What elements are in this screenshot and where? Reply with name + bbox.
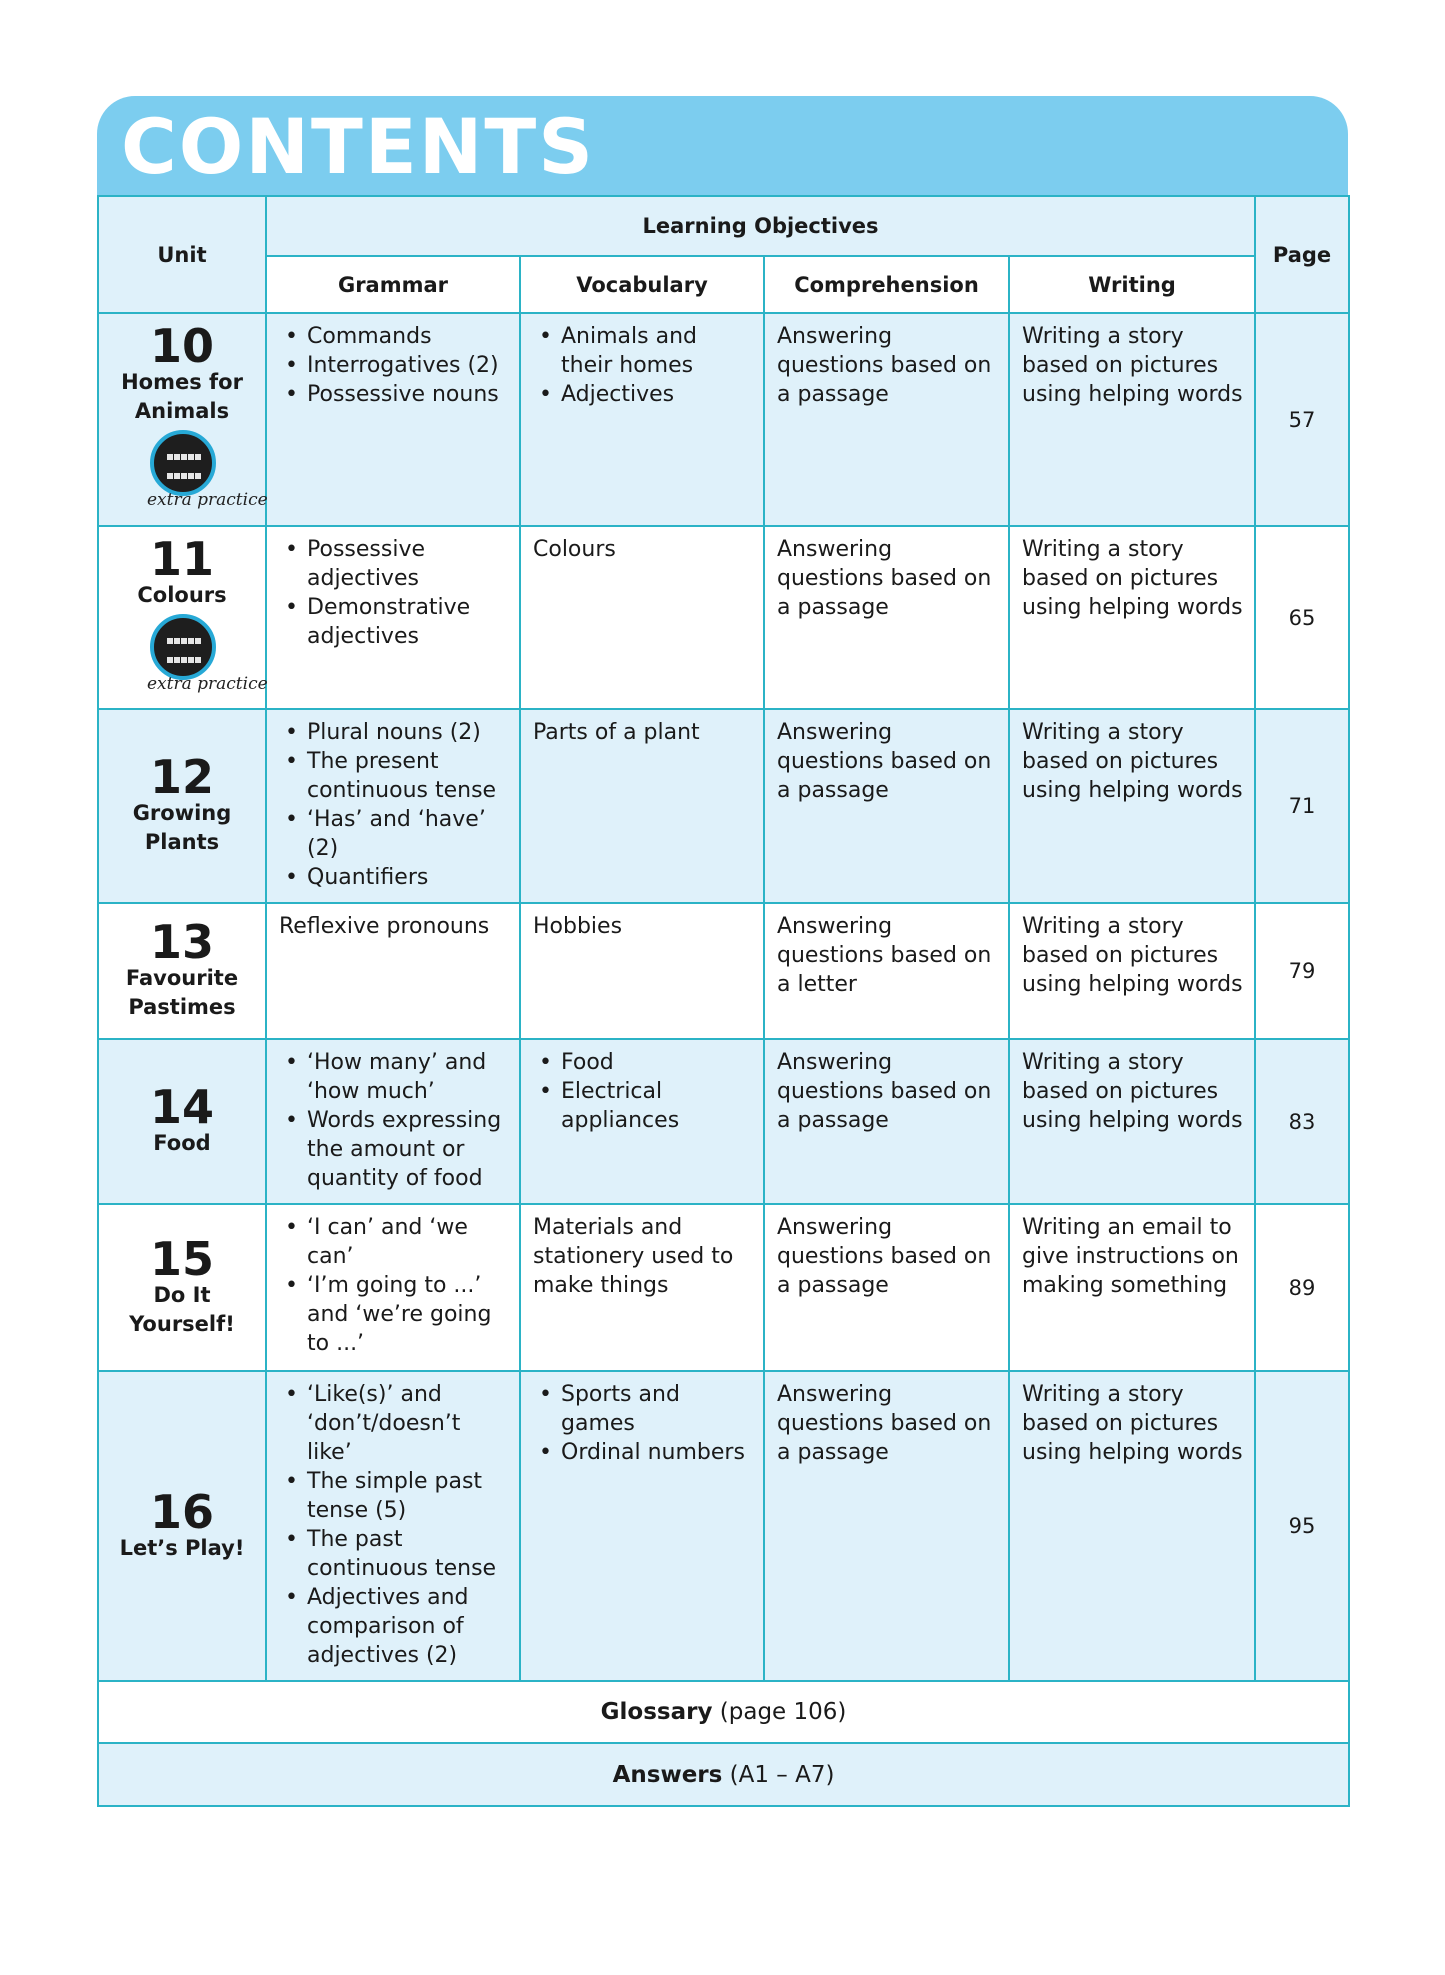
vocabulary-cell: Parts of a plant bbox=[520, 709, 764, 903]
unit-name: Colours bbox=[137, 583, 227, 607]
table-row-unit-12 bbox=[98, 709, 1349, 903]
extra-practice-icon bbox=[150, 614, 216, 680]
grammar-cell bbox=[266, 1039, 520, 1204]
page-number[interactable]: 79 bbox=[1255, 903, 1349, 1039]
list-item: • The simple past tense (5) bbox=[307, 1467, 509, 1525]
list-item: • Quantifiers bbox=[307, 863, 509, 892]
unit-cell[interactable] bbox=[98, 903, 266, 1039]
table-row-unit-14 bbox=[98, 1039, 1349, 1204]
grammar-cell: Reflexive pronouns bbox=[266, 903, 520, 1039]
writing-cell: Writing a story based on pictures using helping words bbox=[1009, 903, 1255, 1039]
extra-practice-label: extra practice bbox=[147, 490, 268, 510]
header-grammar: Grammar bbox=[266, 256, 520, 313]
list-item: • The past continuous tense bbox=[307, 1525, 509, 1583]
unit-name: Homes for bbox=[121, 370, 243, 394]
grammar-cell bbox=[266, 1371, 520, 1681]
header-page: Page bbox=[1255, 196, 1349, 313]
list-item: • Adjectives and comparison of adjectives (2) bbox=[307, 1583, 509, 1670]
unit-cell[interactable] bbox=[98, 1039, 266, 1204]
page-number[interactable]: 83 bbox=[1255, 1039, 1349, 1204]
glossary-row bbox=[98, 1681, 1349, 1743]
vocabulary-cell: Hobbies bbox=[520, 903, 764, 1039]
extra-practice-badge[interactable] bbox=[99, 614, 268, 694]
comprehension-cell: Answering questions based on a passage bbox=[764, 526, 1009, 709]
list-item: • Possessive nouns bbox=[307, 380, 509, 409]
unit-name: Do It bbox=[153, 1282, 211, 1307]
list-item: • Interrogatives (2) bbox=[307, 351, 509, 380]
contents-panel bbox=[97, 96, 1348, 1807]
writing-cell: Writing a story based on pictures using helping words bbox=[1009, 1039, 1255, 1204]
list-item: • Adjectives bbox=[561, 380, 753, 409]
unit-number: 10 bbox=[149, 319, 214, 373]
list-item: • Sports and games bbox=[561, 1380, 753, 1438]
unit-number: 14 bbox=[149, 1080, 214, 1134]
comprehension-cell: Answering questions based on a passage bbox=[764, 1204, 1009, 1371]
page-number[interactable]: 89 bbox=[1255, 1204, 1349, 1371]
unit-name: Favourite bbox=[125, 966, 239, 990]
header-row-top bbox=[98, 196, 1349, 256]
unit-name: Plants bbox=[144, 830, 220, 854]
answers-row bbox=[98, 1743, 1349, 1806]
list-item: • Demonstrative adjectives bbox=[307, 593, 509, 651]
list-item: • ‘How many’ and ‘how much’ bbox=[307, 1048, 509, 1106]
list-item: • Electrical appliances bbox=[561, 1077, 753, 1135]
list-item: • Ordinal numbers bbox=[561, 1438, 753, 1467]
list-item: • ‘Has’ and ‘have’ (2) bbox=[307, 805, 509, 863]
answers-label: Answers bbox=[612, 1761, 723, 1788]
table-row-unit-10 bbox=[98, 313, 1349, 526]
glossary-page: (page 106) bbox=[712, 1699, 847, 1725]
list-item: • Commands bbox=[307, 322, 509, 351]
header-writing: Writing bbox=[1009, 256, 1255, 313]
unit-cell[interactable] bbox=[98, 313, 266, 526]
unit-cell[interactable] bbox=[98, 526, 266, 709]
header-unit: Unit bbox=[98, 196, 266, 313]
unit-name: Yourself! bbox=[129, 1311, 235, 1336]
writing-cell: Writing an email to give instructions on making something bbox=[1009, 1204, 1255, 1371]
comprehension-cell: Answering questions based on a passage bbox=[764, 709, 1009, 903]
vocabulary-cell bbox=[520, 313, 764, 526]
page-number[interactable]: 57 bbox=[1255, 313, 1349, 526]
table-row-unit-13 bbox=[98, 903, 1349, 1039]
grammar-cell bbox=[266, 1204, 520, 1371]
comprehension-cell: Answering questions based on a passage bbox=[764, 1371, 1009, 1681]
vocabulary-cell bbox=[520, 1371, 764, 1681]
extra-practice-icon bbox=[150, 430, 216, 496]
unit-number: 12 bbox=[149, 750, 214, 804]
unit-name: Growing bbox=[132, 801, 232, 825]
list-item: • Food bbox=[561, 1048, 753, 1077]
comprehension-cell: Answering questions based on a passage bbox=[764, 313, 1009, 526]
answers-pages: (A1 – A7) bbox=[722, 1761, 835, 1788]
comprehension-cell: Answering questions based on a passage bbox=[764, 1039, 1009, 1204]
writing-cell: Writing a story based on pictures using helping words bbox=[1009, 1371, 1255, 1681]
contents-table bbox=[97, 195, 1350, 1807]
writing-cell: Writing a story based on pictures using helping words bbox=[1009, 526, 1255, 709]
list-item: • ‘I’m going to ...’ and ‘we’re going to ...’ bbox=[307, 1271, 509, 1358]
unit-name: Food bbox=[153, 1131, 211, 1155]
extra-practice-badge[interactable] bbox=[99, 430, 268, 510]
vocabulary-cell: Materials and stationery used to make things bbox=[520, 1204, 764, 1371]
glossary-link[interactable] bbox=[98, 1681, 1349, 1743]
table-row-unit-16 bbox=[98, 1371, 1349, 1681]
title-band bbox=[97, 96, 1348, 195]
header-row-sub bbox=[98, 256, 1349, 313]
answers-link[interactable] bbox=[98, 1743, 1349, 1806]
glossary-label: Glossary bbox=[600, 1699, 713, 1725]
page-number[interactable]: 65 bbox=[1255, 526, 1349, 709]
unit-number: 16 bbox=[149, 1484, 214, 1539]
table-row-unit-11 bbox=[98, 526, 1349, 709]
list-item: • ‘I can’ and ‘we can’ bbox=[307, 1213, 509, 1271]
list-item: • Possessive adjectives bbox=[307, 535, 509, 593]
list-item: • Words expressing the amount or quantity of food bbox=[307, 1106, 509, 1193]
list-item: • The present continuous tense bbox=[307, 747, 509, 805]
unit-number: 11 bbox=[149, 532, 214, 586]
unit-number: 13 bbox=[149, 915, 214, 969]
vocabulary-cell: Colours bbox=[520, 526, 764, 709]
writing-cell: Writing a story based on pictures using helping words bbox=[1009, 709, 1255, 903]
unit-number: 15 bbox=[149, 1231, 214, 1286]
table-row-unit-15 bbox=[98, 1204, 1349, 1371]
unit-name: Animals bbox=[134, 399, 230, 423]
unit-name: Pastimes bbox=[128, 995, 236, 1019]
page-number[interactable]: 95 bbox=[1255, 1371, 1349, 1681]
unit-cell[interactable] bbox=[98, 709, 266, 903]
header-vocabulary: Vocabulary bbox=[520, 256, 764, 313]
grammar-cell bbox=[266, 313, 520, 526]
list-item: • Animals and their homes bbox=[561, 322, 753, 380]
list-item: • ‘Like(s)’ and ‘don’t/doesn’t like’ bbox=[307, 1380, 509, 1467]
unit-cell[interactable] bbox=[98, 1204, 266, 1371]
unit-name: Let’s Play! bbox=[119, 1535, 245, 1560]
header-comprehension: Comprehension bbox=[764, 256, 1009, 313]
header-learning-objectives: Learning Objectives bbox=[266, 196, 1255, 256]
list-item: • Plural nouns (2) bbox=[307, 718, 509, 747]
extra-practice-label: extra practice bbox=[147, 674, 268, 694]
writing-cell: Writing a story based on pictures using helping words bbox=[1009, 313, 1255, 526]
unit-cell[interactable] bbox=[98, 1371, 266, 1681]
grammar-cell bbox=[266, 526, 520, 709]
comprehension-cell: Answering questions based on a letter bbox=[764, 903, 1009, 1039]
page-title: CONTENTS bbox=[121, 102, 595, 191]
page-number[interactable]: 71 bbox=[1255, 709, 1349, 903]
grammar-cell bbox=[266, 709, 520, 903]
vocabulary-cell bbox=[520, 1039, 764, 1204]
